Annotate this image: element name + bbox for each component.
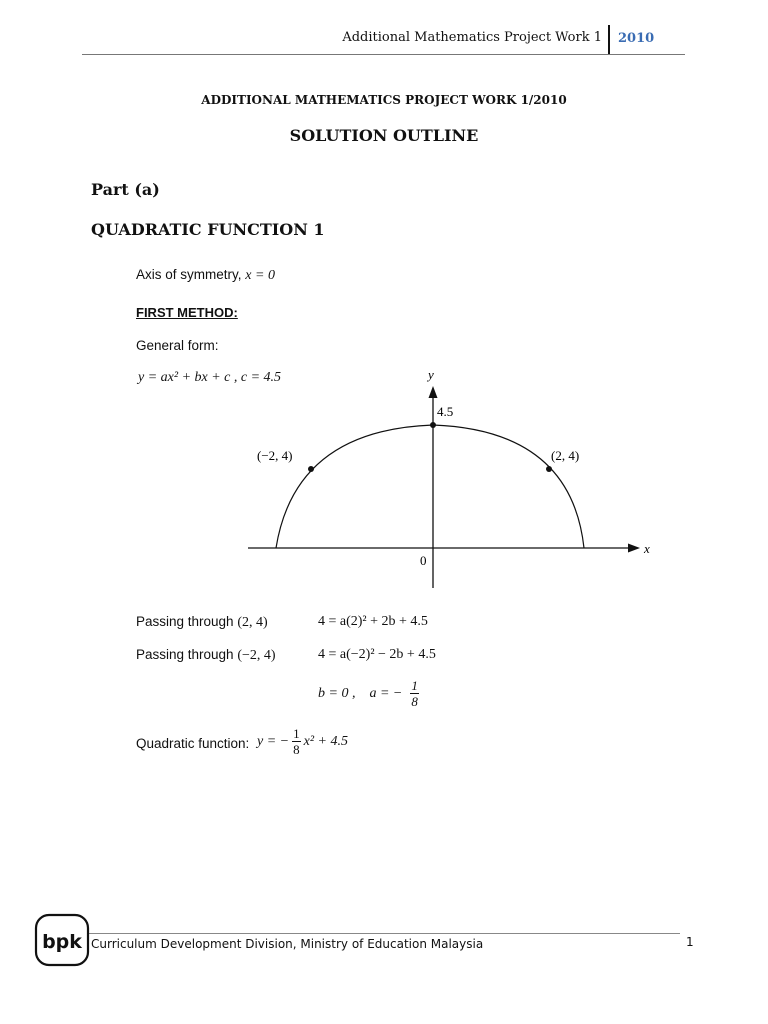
pass1-point: (2, 4) [237, 615, 268, 630]
page-number: 1 [686, 935, 694, 949]
right-point [546, 466, 552, 472]
document-subtitle: SOLUTION OUTLINE [289, 126, 479, 145]
qf-prefix: y = − [257, 733, 290, 749]
pass1-label: Passing through [136, 614, 234, 629]
qf-fraction [292, 726, 301, 757]
bpk-logo [33, 912, 91, 968]
quadratic-function-result [257, 726, 348, 757]
general-form-label: General form: [136, 338, 219, 353]
left-point [308, 466, 314, 472]
part-heading: Part (a) [91, 180, 160, 199]
solution-a-fraction [410, 678, 419, 709]
pass-through-row-2 [136, 647, 276, 664]
qf-label: Quadratic function: [136, 736, 250, 751]
footer-organization: Curriculum Development Division, Ministry of Education Malaysia [91, 937, 484, 951]
pass-through-row-1 [136, 614, 268, 631]
x-axis-label: x [644, 541, 650, 556]
axis-label: Axis of symmetry, [136, 267, 242, 282]
logo-text: bpk [42, 931, 82, 953]
header-year: 2010 [618, 31, 655, 46]
section-heading: QUADRATIC FUNCTION 1 [91, 220, 325, 239]
parabola-curve [276, 425, 584, 548]
coefficient-solution [318, 678, 419, 709]
document-title: ADDITIONAL MATHEMATICS PROJECT WORK 1/2010 [201, 93, 567, 107]
left-point-label: (−2, 4) [257, 448, 293, 463]
footer-rule [88, 933, 680, 934]
qf-denominator: 8 [293, 742, 300, 757]
solution-a-denominator: 8 [411, 694, 418, 709]
solution-b: b = 0 , [318, 685, 356, 701]
pass2-point: (−2, 4) [237, 648, 276, 663]
method-heading: FIRST METHOD: [136, 305, 238, 320]
qf-suffix: x² + 4.5 [303, 733, 348, 749]
pass2-equation: 4 = a(−2)² − 2b + 4.5 [318, 647, 436, 662]
header-divider [608, 25, 610, 54]
pass1-equation: 4 = a(2)² + 2b + 4.5 [318, 614, 428, 629]
solution-a-prefix: a = − [369, 685, 403, 701]
header-title: Additional Mathematics Project Work 1 [342, 30, 602, 45]
origin-label: 0 [420, 553, 427, 568]
right-point-label: (2, 4) [551, 448, 580, 463]
axis-value: x = 0 [245, 268, 275, 283]
header-rule [82, 54, 685, 55]
y-axis-label: y [428, 367, 434, 382]
pass2-label: Passing through [136, 647, 234, 662]
vertex-point [430, 422, 436, 428]
qf-numerator: 1 [293, 726, 300, 741]
vertex-label: 4.5 [437, 404, 454, 419]
general-form-equation: y = ax² + bx + c , c = 4.5 [138, 370, 282, 385]
axis-of-symmetry [136, 267, 275, 284]
x-axis-arrow [628, 544, 640, 553]
solution-a-numerator: 1 [411, 678, 418, 693]
parabola-graph [240, 360, 660, 600]
y-axis-arrow [429, 386, 438, 398]
